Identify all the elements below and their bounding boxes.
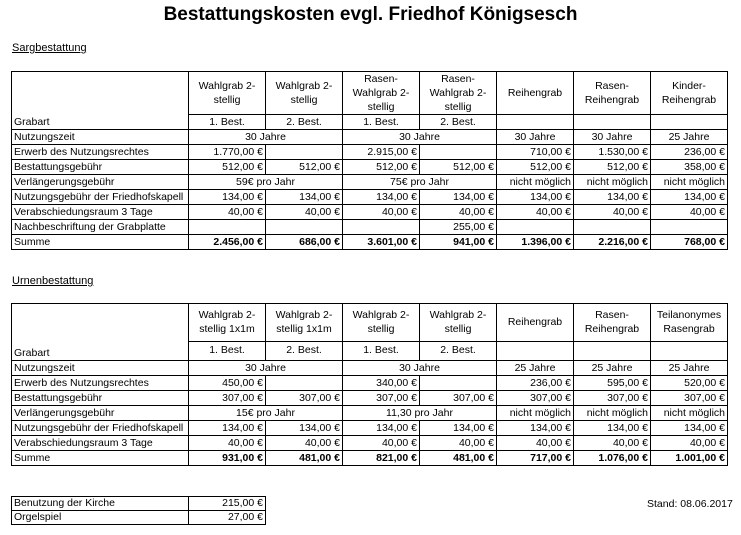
table-cell: 40,00 € — [343, 436, 420, 451]
table-cell: 236,00 € — [497, 376, 574, 391]
sum-row — [12, 451, 728, 466]
column-header: Wahlgrab 2-stellig 1x1m — [189, 304, 266, 342]
table-cell: 307,00 € — [189, 391, 266, 406]
header-row — [12, 72, 728, 115]
table-cell — [343, 220, 420, 235]
table-cell: 307,00 € — [497, 391, 574, 406]
table-cell: 30 Jahre — [497, 130, 574, 145]
table-cell: 40,00 € — [420, 205, 497, 220]
row-label: Erwerb des Nutzungsrechtes — [12, 145, 189, 160]
belegung-cell: 2. Best. — [266, 115, 343, 130]
table-cell: nicht möglich — [574, 175, 651, 190]
sargbestattung-body — [12, 72, 728, 250]
table-cell: 27,00 € — [189, 511, 266, 525]
table-cell: 40,00 € — [343, 205, 420, 220]
table-cell: 40,00 € — [651, 205, 728, 220]
column-header: Rasen-Wahlgrab 2-stellig — [343, 72, 420, 115]
table-cell: 134,00 € — [266, 190, 343, 205]
table-cell: 40,00 € — [266, 205, 343, 220]
table-cell: 512,00 € — [343, 160, 420, 175]
column-header: Rasen-Wahlgrab 2-stellig — [420, 72, 497, 115]
section-title-urnenbestattung: Urnenbestattung — [12, 275, 94, 287]
table-cell: 717,00 € — [497, 451, 574, 466]
sargbestattung-table — [11, 71, 728, 250]
table-row — [12, 436, 728, 451]
belegung-cell — [497, 115, 574, 130]
table-cell: 710,00 € — [497, 145, 574, 160]
table-cell: 30 Jahre — [343, 130, 497, 145]
table-cell: 520,00 € — [651, 376, 728, 391]
table-cell: 40,00 € — [574, 205, 651, 220]
table-cell: 134,00 € — [497, 190, 574, 205]
column-header: Rasen-Reihengrab — [574, 72, 651, 115]
table-cell: 686,00 € — [266, 235, 343, 250]
table-cell: 821,00 € — [343, 451, 420, 466]
table-cell: 40,00 € — [189, 436, 266, 451]
table-cell — [420, 376, 497, 391]
table-cell: 25 Jahre — [497, 361, 574, 376]
table-cell: 134,00 € — [189, 190, 266, 205]
row-label: Nutzungsgebühr der Friedhofskapell — [12, 421, 189, 436]
table-cell: 40,00 € — [420, 436, 497, 451]
belegung-cell: 2. Best. — [266, 341, 343, 360]
table-cell: 1.770,00 € — [189, 145, 266, 160]
table-cell: 307,00 € — [266, 391, 343, 406]
table-cell: 2.915,00 € — [343, 145, 420, 160]
table-cell: nicht möglich — [497, 406, 574, 421]
table-cell: 25 Jahre — [574, 361, 651, 376]
table-cell: 134,00 € — [343, 421, 420, 436]
table-row — [12, 391, 728, 406]
table-cell: 512,00 € — [574, 160, 651, 175]
belegung-cell — [574, 341, 651, 360]
belegung-cell — [651, 341, 728, 360]
table-cell: 134,00 € — [189, 421, 266, 436]
table-cell: 40,00 € — [266, 436, 343, 451]
table-row — [12, 190, 728, 205]
table-row — [12, 160, 728, 175]
table-cell: 15€ pro Jahr — [189, 406, 343, 421]
belegung-cell: 1. Best. — [189, 115, 266, 130]
table-cell: 40,00 € — [497, 436, 574, 451]
page-title: Bestattungskosten evgl. Friedhof Königsesch — [163, 4, 578, 25]
table-cell: 941,00 € — [420, 235, 497, 250]
table-cell: 134,00 € — [651, 190, 728, 205]
belegung-cell: 1. Best. — [189, 341, 266, 360]
table-cell — [266, 376, 343, 391]
belegung-cell — [497, 341, 574, 360]
column-header: Kinder-Reihengrab — [651, 72, 728, 115]
table-row — [12, 175, 728, 190]
row-label: Summe — [12, 451, 189, 466]
table-row — [12, 205, 728, 220]
table-cell: 307,00 € — [420, 391, 497, 406]
table-row — [12, 421, 728, 436]
table-cell — [189, 220, 266, 235]
sum-row — [12, 235, 728, 250]
table-cell: 25 Jahre — [651, 361, 728, 376]
table-cell: 307,00 € — [574, 391, 651, 406]
table-cell: nicht möglich — [574, 406, 651, 421]
table-cell: 134,00 € — [420, 190, 497, 205]
column-header: Rasen-Reihengrab — [574, 304, 651, 342]
table-row — [12, 220, 728, 235]
row-label: Verabschiedungsraum 3 Tage — [12, 205, 189, 220]
row-label: Nutzungszeit — [12, 361, 189, 376]
table-cell: nicht möglich — [651, 175, 728, 190]
column-header: Teilanonymes Rasengrab — [651, 304, 728, 342]
table-cell: 40,00 € — [574, 436, 651, 451]
table-cell: 40,00 € — [651, 436, 728, 451]
table-row — [12, 145, 728, 160]
table-cell — [651, 220, 728, 235]
row-label: Bestattungsgebühr — [12, 160, 189, 175]
column-header: Wahlgrab 2-stellig — [343, 304, 420, 342]
table-cell: 768,00 € — [651, 235, 728, 250]
row-label: Bestattungsgebühr — [12, 391, 189, 406]
grabart-label: Grabart — [12, 72, 189, 130]
table-cell — [266, 220, 343, 235]
column-header: Wahlgrab 2-stellig — [420, 304, 497, 342]
table-cell: 307,00 € — [343, 391, 420, 406]
table-cell: 340,00 € — [343, 376, 420, 391]
table-cell: 25 Jahre — [651, 130, 728, 145]
table-cell: 481,00 € — [266, 451, 343, 466]
table-cell: 1.530,00 € — [574, 145, 651, 160]
zusatzkosten-body — [12, 497, 266, 525]
table-cell: 134,00 € — [651, 421, 728, 436]
table-cell — [497, 220, 574, 235]
table-row — [12, 497, 266, 511]
urnenbestattung-table — [11, 303, 728, 466]
table-cell: 40,00 € — [497, 205, 574, 220]
column-header: Wahlgrab 2-stellig 1x1m — [266, 304, 343, 342]
row-label: Summe — [12, 235, 189, 250]
table-cell: 11,30 pro Jahr — [343, 406, 497, 421]
table-cell — [574, 220, 651, 235]
table-cell: 2.216,00 € — [574, 235, 651, 250]
belegung-cell: 1. Best. — [343, 341, 420, 360]
row-label: Verabschiedungsraum 3 Tage — [12, 436, 189, 451]
table-cell: 30 Jahre — [189, 130, 343, 145]
table-cell: 481,00 € — [420, 451, 497, 466]
table-cell: 134,00 € — [343, 190, 420, 205]
table-cell: 358,00 € — [651, 160, 728, 175]
column-header: Reihengrab — [497, 72, 574, 115]
table-row — [12, 130, 728, 145]
table-cell: 512,00 € — [497, 160, 574, 175]
table-cell: 450,00 € — [189, 376, 266, 391]
table-cell: 30 Jahre — [574, 130, 651, 145]
table-cell: 40,00 € — [189, 205, 266, 220]
belegung-cell: 2. Best. — [420, 115, 497, 130]
table-cell: 30 Jahre — [189, 361, 343, 376]
table-cell — [266, 145, 343, 160]
stand-date: Stand: 08.06.2017 — [647, 498, 733, 510]
belegung-cell — [651, 115, 728, 130]
table-cell: 30 Jahre — [343, 361, 497, 376]
table-cell: 3.601,00 € — [343, 235, 420, 250]
header-row — [12, 304, 728, 342]
table-cell: 215,00 € — [189, 497, 266, 511]
row-label: Verlängerungsgebühr — [12, 175, 189, 190]
row-label: Benutzung der Kirche — [12, 497, 189, 511]
table-cell: 307,00 € — [651, 391, 728, 406]
row-label: Verlängerungsgebühr — [12, 406, 189, 421]
row-label: Nutzungsgebühr der Friedhofskapell — [12, 190, 189, 205]
table-row — [12, 406, 728, 421]
column-header: Wahlgrab 2-stellig — [266, 72, 343, 115]
table-cell: 59€ pro Jahr — [189, 175, 343, 190]
table-row — [12, 511, 266, 525]
row-label: Nutzungszeit — [12, 130, 189, 145]
table-cell — [420, 145, 497, 160]
zusatzkosten-table — [11, 496, 266, 525]
table-cell: nicht möglich — [651, 406, 728, 421]
row-label: Erwerb des Nutzungsrechtes — [12, 376, 189, 391]
table-cell: 134,00 € — [574, 421, 651, 436]
table-cell: 134,00 € — [266, 421, 343, 436]
table-cell: 75€ pro Jahr — [343, 175, 497, 190]
table-cell: 512,00 € — [420, 160, 497, 175]
table-cell: 134,00 € — [420, 421, 497, 436]
table-row — [12, 361, 728, 376]
table-cell: 512,00 € — [189, 160, 266, 175]
section-title-sargbestattung: Sargbestattung — [12, 42, 87, 54]
row-label: Nachbeschriftung der Grabplatte — [12, 220, 189, 235]
table-cell: 595,00 € — [574, 376, 651, 391]
belegung-cell: 1. Best. — [343, 115, 420, 130]
table-cell: nicht möglich — [497, 175, 574, 190]
table-cell: 134,00 € — [574, 190, 651, 205]
table-cell: 512,00 € — [266, 160, 343, 175]
table-cell: 2.456,00 € — [189, 235, 266, 250]
table-cell: 1.396,00 € — [497, 235, 574, 250]
urnenbestattung-body — [12, 304, 728, 466]
grabart-label: Grabart — [12, 304, 189, 361]
table-cell: 134,00 € — [497, 421, 574, 436]
column-header: Wahlgrab 2-stellig — [189, 72, 266, 115]
belegung-cell: 2. Best. — [420, 341, 497, 360]
table-cell: 1.001,00 € — [651, 451, 728, 466]
table-row — [12, 376, 728, 391]
belegung-cell — [574, 115, 651, 130]
table-cell: 255,00 € — [420, 220, 497, 235]
table-cell: 1.076,00 € — [574, 451, 651, 466]
table-cell: 236,00 € — [651, 145, 728, 160]
table-cell: 931,00 € — [189, 451, 266, 466]
row-label: Orgelspiel — [12, 511, 189, 525]
column-header: Reihengrab — [497, 304, 574, 342]
